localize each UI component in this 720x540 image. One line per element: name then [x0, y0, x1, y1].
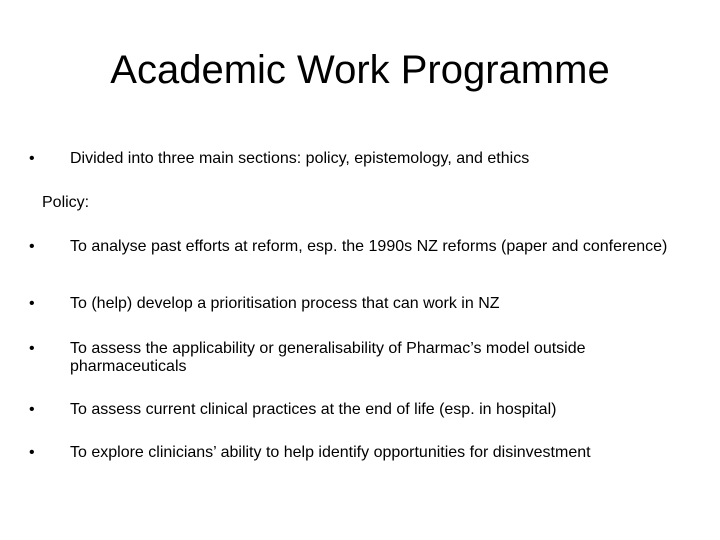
intro-bullet-text: Divided into three main sections: policy, epistemology, and ethics [70, 150, 530, 167]
slide-title: Academic Work Programme [110, 48, 610, 92]
bullet-icon: • [29, 238, 35, 255]
policy-bullet-3 [29, 340, 699, 376]
policy-bullet-2 [29, 295, 699, 313]
bullet-icon: • [29, 444, 35, 461]
bullet-icon: • [29, 295, 35, 312]
section-heading: Policy: [42, 194, 90, 211]
bullet-icon: • [29, 340, 35, 357]
intro-bullet [29, 150, 699, 168]
policy-bullet-text: To assess the applicability or generalisability of Pharmac’s model outside pharmaceuticals [70, 340, 586, 375]
policy-bullet-text: To (help) develop a prioritisation process that can work in NZ [70, 295, 500, 312]
bullet-icon: • [29, 401, 35, 418]
policy-bullet-5 [29, 444, 699, 462]
policy-bullet-text: To analyse past efforts at reform, esp. the 1990s NZ reforms (paper and conference) [70, 238, 668, 255]
bullet-icon: • [29, 150, 35, 167]
policy-bullet-text: To assess current clinical practices at the end of life (esp. in hospital) [70, 401, 557, 418]
policy-bullet-4 [29, 401, 699, 419]
policy-bullet-1 [29, 238, 699, 256]
policy-bullet-text: To explore clinicians’ ability to help identify opportunities for disinvestment [70, 444, 591, 461]
